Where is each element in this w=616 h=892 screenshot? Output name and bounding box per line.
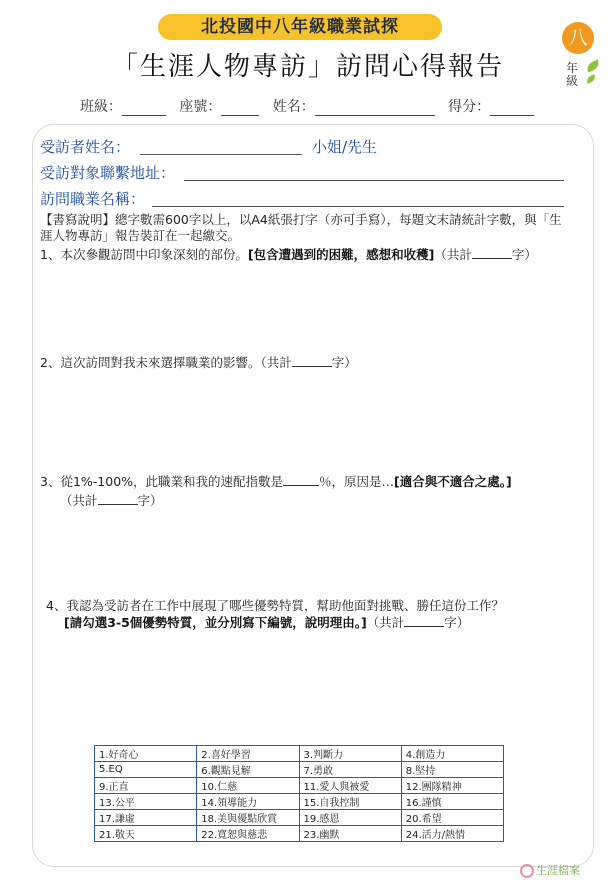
- q3-percent-blank[interactable]: [283, 473, 319, 486]
- strengths-table: [94, 745, 504, 842]
- table-row: [95, 794, 504, 810]
- table-row: [95, 762, 504, 778]
- trait-cell: 11.愛人與被愛: [299, 778, 401, 794]
- report-banner: 北投國中八年級職業試探: [158, 14, 442, 40]
- trait-cell: 13.公平: [95, 794, 197, 810]
- score-input-line[interactable]: [490, 101, 534, 116]
- honorific-label: 小姐/先生: [312, 138, 378, 156]
- trait-cell: 14.領導能力: [197, 794, 299, 810]
- occupation-line[interactable]: [152, 205, 564, 207]
- grade-numeral: 八: [562, 22, 594, 54]
- interviewee-name-label: 受訪者姓名：: [40, 138, 131, 156]
- report-title: 「生涯人物專訪」訪問心得報告: [111, 52, 504, 82]
- trait-cell: 16.謹慎: [401, 794, 503, 810]
- occupation-label: 訪問職業名稱：: [40, 190, 146, 208]
- student-info-row: [80, 96, 534, 116]
- class-label: 班級：: [80, 99, 122, 115]
- address-line[interactable]: [184, 179, 564, 181]
- seat-input-line[interactable]: [221, 101, 259, 116]
- question-1: 1、本次參觀訪問中印象深刻的部份。[包含遭遇到的困難，感想和收穫]（共計 字）: [40, 247, 537, 262]
- trait-cell: 24.活力/熱情: [401, 826, 503, 842]
- q1-count-blank[interactable]: [472, 246, 512, 259]
- trait-cell: 4.創造力: [401, 746, 503, 762]
- address-label: 受訪對象聯繫地址：: [40, 164, 176, 182]
- q4-count-blank[interactable]: [404, 614, 444, 627]
- trait-cell: 23.幽默: [299, 826, 401, 842]
- table-row: [95, 778, 504, 794]
- question-2: 2、這次訪問對我未來選擇職業的影響。（共計 字）: [40, 355, 357, 370]
- trait-cell: 18.美與優點欣賞: [197, 810, 299, 826]
- footer-logo-text: 生涯檔案: [536, 864, 580, 877]
- writing-instructions: 【書寫說明】總字數需600字以上，以A4紙張打字（亦可手寫），每題文末請統計字數，與「生涯人物專訪」報告裝訂在一起繳交。: [40, 212, 562, 243]
- name-input-line[interactable]: [315, 101, 435, 116]
- trait-cell: 17.謙虛: [95, 810, 197, 826]
- table-row: [95, 810, 504, 826]
- grade-badge: [556, 22, 606, 94]
- interviewee-name-line[interactable]: [140, 153, 302, 155]
- trait-cell: 20.希望: [401, 810, 503, 826]
- seat-label: 座號：: [179, 99, 222, 115]
- trait-cell: 5.EQ: [95, 762, 197, 778]
- trait-cell: 12.團隊精神: [401, 778, 503, 794]
- score-label: 得分：: [448, 99, 491, 115]
- question-4: 4、我認為受訪者在工作中展現了哪些優勢特質，幫助他面對挑戰、勝任這份工作？: [46, 598, 504, 613]
- trait-cell: 8.堅持: [401, 762, 503, 778]
- trait-cell: 21.敬天: [95, 826, 197, 842]
- trait-cell: 2.喜好學習: [197, 746, 299, 762]
- question-4-instruction: [請勾選3-5個優勢特質，並分別寫下編號，說明理由。]（共計 字）: [64, 615, 470, 630]
- flower-icon: [520, 864, 534, 878]
- class-input-line[interactable]: [122, 101, 166, 116]
- trait-cell: 15.自我控制: [299, 794, 401, 810]
- trait-cell: 10.仁慈: [197, 778, 299, 794]
- trait-cell: 7.勇敢: [299, 762, 401, 778]
- grade-label: 年級: [566, 61, 579, 88]
- footer-logo: [520, 862, 580, 878]
- question-3: 3、從1%-100%，此職業和我的速配指數是 ％，原因是…[適合與不適合之處。]: [40, 474, 512, 489]
- trait-cell: 3.判斷力: [299, 746, 401, 762]
- name-label: 姓名：: [272, 99, 315, 115]
- trait-cell: 6.觀點見解: [197, 762, 299, 778]
- table-row: [95, 826, 504, 842]
- trait-cell: 1.好奇心: [95, 746, 197, 762]
- question-3-count: （共計 字）: [60, 493, 163, 508]
- table-row: [95, 746, 504, 762]
- q3-count-blank[interactable]: [98, 492, 138, 505]
- trait-cell: 9.正直: [95, 778, 197, 794]
- q2-count-blank[interactable]: [292, 354, 332, 367]
- trait-cell: 22.寬恕與慈悲: [197, 826, 299, 842]
- trait-cell: 19.感恩: [299, 810, 401, 826]
